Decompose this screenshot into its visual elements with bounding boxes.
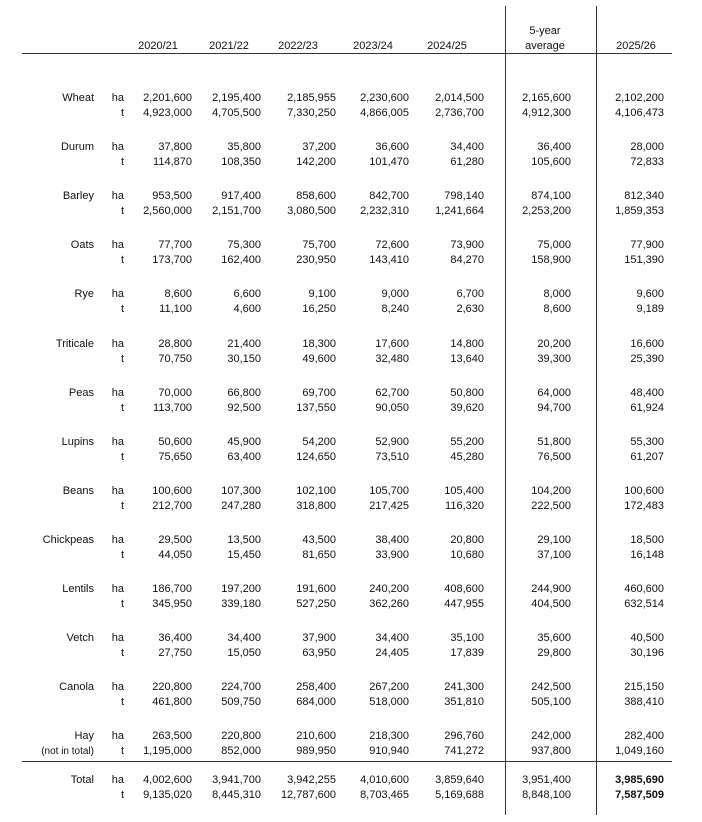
row-peas-unit-t: t bbox=[120, 402, 124, 414]
row-total-ha-value: 3,951,400 bbox=[522, 774, 571, 786]
header-year-2024-25: 2024/25 bbox=[427, 40, 467, 52]
row-oats-ha-value: 77,700 bbox=[158, 239, 192, 251]
row-barley-ha-value: 798,140 bbox=[444, 190, 484, 202]
row-hay-t-value: 937,800 bbox=[531, 745, 571, 757]
row-total-ha-value: 3,942,255 bbox=[287, 774, 336, 786]
row-triticale-t-value: 30,150 bbox=[227, 353, 261, 365]
row-vetch-t-value: 15,050 bbox=[227, 647, 261, 659]
row-durum-t-value: 114,870 bbox=[153, 156, 192, 168]
row-lentils-ha-value: 460,600 bbox=[624, 583, 664, 595]
row-rye-t-value: 8,240 bbox=[381, 303, 409, 315]
row-oats-t-value: 162,400 bbox=[221, 254, 261, 266]
row-beans-ha-value: 105,700 bbox=[369, 485, 409, 497]
row-barley-ha-value: 953,500 bbox=[152, 190, 192, 202]
row-lentils-t-value: 362,260 bbox=[369, 598, 409, 610]
row-hay-ha-value: 210,600 bbox=[296, 730, 336, 742]
row-beans-ha-value: 107,300 bbox=[221, 485, 261, 497]
row-beans-ha-value: 100,600 bbox=[624, 485, 664, 497]
row-lentils-ha-value: 240,200 bbox=[369, 583, 409, 595]
row-canola-unit-t: t bbox=[120, 696, 124, 708]
row-vetch-ha-value: 35,600 bbox=[537, 632, 571, 644]
row-oats-ha-value: 75,000 bbox=[537, 239, 571, 251]
row-chickpeas-t-value: 37,100 bbox=[537, 549, 571, 561]
row-peas-label: Peas bbox=[68, 387, 94, 399]
row-rye-t-value: 2,630 bbox=[456, 303, 484, 315]
row-chickpeas-t-value: 33,900 bbox=[375, 549, 409, 561]
row-wheat-ha-value: 2,165,600 bbox=[522, 92, 571, 104]
header-year-2021-22: 2021/22 bbox=[209, 40, 249, 52]
row-vetch-t-value: 27,750 bbox=[158, 647, 192, 659]
row-oats-t-value: 158,900 bbox=[531, 254, 571, 266]
row-hay-ha-value: 242,000 bbox=[531, 730, 571, 742]
row-barley-ha-value: 812,340 bbox=[624, 190, 664, 202]
row-durum-ha-value: 28,000 bbox=[630, 141, 664, 153]
row-beans-t-value: 318,800 bbox=[296, 500, 336, 512]
row-peas-ha-value: 64,000 bbox=[537, 387, 571, 399]
row-wheat-t-value: 4,866,005 bbox=[360, 107, 409, 119]
row-triticale-t-value: 39,300 bbox=[537, 353, 571, 365]
row-chickpeas-ha-value: 18,500 bbox=[630, 534, 664, 546]
row-peas-ha-value: 48,400 bbox=[630, 387, 664, 399]
row-canola-ha-value: 215,150 bbox=[624, 681, 664, 693]
row-lentils-ha-value: 197,200 bbox=[221, 583, 261, 595]
row-chickpeas-label: Chickpeas bbox=[42, 534, 94, 546]
row-triticale-ha-value: 14,800 bbox=[450, 338, 484, 350]
row-lupins-label: Lupins bbox=[61, 436, 94, 448]
row-canola-t-value: 505,100 bbox=[531, 696, 571, 708]
row-triticale-unit-t: t bbox=[120, 353, 124, 365]
row-vetch-t-value: 24,405 bbox=[375, 647, 409, 659]
row-rye-ha-value: 8,000 bbox=[543, 288, 571, 300]
header-average-line1: 5-year bbox=[529, 25, 561, 37]
row-beans-ha-value: 105,400 bbox=[444, 485, 484, 497]
row-triticale-ha-value: 20,200 bbox=[537, 338, 571, 350]
row-total-unit-ha: ha bbox=[111, 774, 124, 786]
row-vetch-ha-value: 35,100 bbox=[450, 632, 484, 644]
row-durum-unit-ha: ha bbox=[111, 141, 124, 153]
row-chickpeas-unit-t: t bbox=[120, 549, 124, 561]
row-barley-ha-value: 842,700 bbox=[369, 190, 409, 202]
row-beans-unit-t: t bbox=[120, 500, 124, 512]
row-vetch-ha-value: 34,400 bbox=[375, 632, 409, 644]
row-chickpeas-unit-ha: ha bbox=[111, 534, 124, 546]
row-canola-t-value: 388,410 bbox=[624, 696, 664, 708]
row-beans-t-value: 247,280 bbox=[221, 500, 261, 512]
row-wheat-ha-value: 2,102,200 bbox=[615, 92, 664, 104]
row-oats-unit-t: t bbox=[120, 254, 124, 266]
row-canola-ha-value: 242,500 bbox=[531, 681, 571, 693]
row-chickpeas-t-value: 16,148 bbox=[630, 549, 664, 561]
row-triticale-ha-value: 17,600 bbox=[375, 338, 409, 350]
row-lentils-unit-ha: ha bbox=[111, 583, 124, 595]
row-rye-ha-value: 9,000 bbox=[381, 288, 409, 300]
row-triticale-ha-value: 18,300 bbox=[302, 338, 336, 350]
row-vetch-ha-value: 37,900 bbox=[302, 632, 336, 644]
row-lentils-label: Lentils bbox=[62, 583, 94, 595]
row-oats-ha-value: 72,600 bbox=[375, 239, 409, 251]
row-durum-t-value: 61,280 bbox=[450, 156, 484, 168]
row-oats-ha-value: 75,700 bbox=[302, 239, 336, 251]
row-durum-t-value: 108,350 bbox=[221, 156, 261, 168]
row-oats-ha-value: 77,900 bbox=[630, 239, 664, 251]
row-lentils-ha-value: 191,600 bbox=[296, 583, 336, 595]
row-durum-ha-value: 35,800 bbox=[227, 141, 261, 153]
row-total-label: Total bbox=[70, 774, 94, 786]
row-lupins-t-value: 124,650 bbox=[296, 451, 336, 463]
row-peas-ha-value: 50,800 bbox=[450, 387, 484, 399]
row-vetch-unit-ha: ha bbox=[111, 632, 124, 644]
row-lentils-t-value: 527,250 bbox=[296, 598, 336, 610]
row-vetch-ha-value: 40,500 bbox=[630, 632, 664, 644]
row-oats-t-value: 230,950 bbox=[296, 254, 336, 266]
row-peas-t-value: 61,924 bbox=[630, 402, 664, 414]
row-canola-t-value: 461,800 bbox=[152, 696, 192, 708]
row-chickpeas-t-value: 10,680 bbox=[450, 549, 484, 561]
row-barley-unit-ha: ha bbox=[111, 190, 124, 202]
row-lupins-t-value: 63,400 bbox=[227, 451, 261, 463]
row-canola-t-value: 351,810 bbox=[444, 696, 484, 708]
row-peas-t-value: 92,500 bbox=[227, 402, 261, 414]
row-hay-label: Hay bbox=[74, 730, 94, 742]
row-barley-t-value: 2,560,000 bbox=[143, 205, 192, 217]
row-hay-t-value: 1,195,000 bbox=[143, 745, 192, 757]
row-beans-ha-value: 104,200 bbox=[531, 485, 571, 497]
row-vetch-t-value: 17,839 bbox=[450, 647, 484, 659]
row-wheat-t-value: 4,923,000 bbox=[143, 107, 192, 119]
row-rye-unit-t: t bbox=[120, 303, 124, 315]
row-hay-ha-value: 282,400 bbox=[624, 730, 664, 742]
row-peas-t-value: 90,050 bbox=[375, 402, 409, 414]
row-durum-t-value: 142,200 bbox=[296, 156, 336, 168]
row-durum-label: Durum bbox=[60, 141, 94, 153]
row-triticale-ha-value: 16,600 bbox=[630, 338, 664, 350]
row-lentils-ha-value: 408,600 bbox=[444, 583, 484, 595]
row-hay-t-value: 1,049,160 bbox=[615, 745, 664, 757]
row-hay-ha-value: 296,760 bbox=[444, 730, 484, 742]
row-durum-unit-t: t bbox=[120, 156, 124, 168]
row-triticale-t-value: 70,750 bbox=[158, 353, 192, 365]
row-triticale-ha-value: 28,800 bbox=[158, 338, 192, 350]
row-rye-unit-ha: ha bbox=[111, 288, 124, 300]
row-lupins-t-value: 61,207 bbox=[630, 451, 664, 463]
row-wheat-unit-ha: ha bbox=[111, 92, 124, 104]
row-rye-ha-value: 6,600 bbox=[233, 288, 261, 300]
row-beans-t-value: 116,320 bbox=[445, 500, 484, 512]
row-lupins-t-value: 76,500 bbox=[537, 451, 571, 463]
row-peas-t-value: 113,700 bbox=[153, 402, 192, 414]
row-total-t-value: 5,169,688 bbox=[435, 789, 484, 801]
row-total-ha-value: 3,859,640 bbox=[435, 774, 484, 786]
row-beans-t-value: 212,700 bbox=[152, 500, 192, 512]
row-barley-t-value: 2,232,310 bbox=[360, 205, 409, 217]
row-lupins-t-value: 45,280 bbox=[450, 451, 484, 463]
row-durum-t-value: 101,470 bbox=[369, 156, 409, 168]
row-lentils-t-value: 345,950 bbox=[152, 598, 192, 610]
row-triticale-t-value: 49,600 bbox=[302, 353, 336, 365]
row-barley-t-value: 2,151,700 bbox=[212, 205, 261, 217]
row-hay-unit-t: t bbox=[120, 745, 124, 757]
row-peas-t-value: 94,700 bbox=[537, 402, 571, 414]
row-canola-t-value: 684,000 bbox=[296, 696, 336, 708]
row-vetch-t-value: 30,196 bbox=[630, 647, 664, 659]
row-total-t-value: 12,787,600 bbox=[280, 789, 336, 801]
row-hay-note: (not in total) bbox=[41, 746, 94, 757]
row-wheat-unit-t: t bbox=[120, 107, 124, 119]
row-durum-ha-value: 37,800 bbox=[158, 141, 192, 153]
row-peas-unit-ha: ha bbox=[111, 387, 124, 399]
row-lupins-ha-value: 45,900 bbox=[227, 436, 261, 448]
row-beans-ha-value: 102,100 bbox=[296, 485, 336, 497]
row-durum-ha-value: 36,600 bbox=[375, 141, 409, 153]
row-peas-ha-value: 62,700 bbox=[375, 387, 409, 399]
row-beans-ha-value: 100,600 bbox=[152, 485, 192, 497]
row-barley-label: Barley bbox=[62, 190, 94, 202]
row-chickpeas-ha-value: 43,500 bbox=[302, 534, 336, 546]
row-lupins-ha-value: 54,200 bbox=[302, 436, 336, 448]
row-barley-t-value: 2,253,200 bbox=[522, 205, 571, 217]
row-canola-ha-value: 258,400 bbox=[296, 681, 336, 693]
row-barley-t-value: 1,859,353 bbox=[615, 205, 664, 217]
row-chickpeas-ha-value: 20,800 bbox=[450, 534, 484, 546]
row-oats-t-value: 143,410 bbox=[369, 254, 409, 266]
total-rule bbox=[22, 761, 672, 762]
row-rye-ha-value: 9,100 bbox=[308, 288, 336, 300]
row-lentils-t-value: 404,500 bbox=[531, 598, 571, 610]
row-total-t-value: 8,703,465 bbox=[360, 789, 409, 801]
row-triticale-t-value: 25,390 bbox=[630, 353, 664, 365]
row-total-ha-value: 3,941,700 bbox=[212, 774, 261, 786]
row-barley-ha-value: 874,100 bbox=[531, 190, 571, 202]
row-lupins-ha-value: 55,200 bbox=[450, 436, 484, 448]
row-wheat-ha-value: 2,195,400 bbox=[212, 92, 261, 104]
header-year-2020-21: 2020/21 bbox=[138, 40, 178, 52]
row-lentils-ha-value: 186,700 bbox=[152, 583, 192, 595]
row-oats-t-value: 84,270 bbox=[450, 254, 484, 266]
row-triticale-t-value: 13,640 bbox=[450, 353, 484, 365]
row-peas-t-value: 39,620 bbox=[450, 402, 484, 414]
row-lupins-ha-value: 51,800 bbox=[537, 436, 571, 448]
row-chickpeas-ha-value: 13,500 bbox=[227, 534, 261, 546]
row-canola-t-value: 518,000 bbox=[369, 696, 409, 708]
row-vetch-label: Vetch bbox=[66, 632, 94, 644]
row-beans-t-value: 172,483 bbox=[624, 500, 664, 512]
row-peas-ha-value: 70,000 bbox=[158, 387, 192, 399]
header-year-2022-23: 2022/23 bbox=[278, 40, 318, 52]
row-wheat-t-value: 4,106,473 bbox=[615, 107, 664, 119]
row-lentils-ha-value: 244,900 bbox=[531, 583, 571, 595]
row-lentils-t-value: 447,955 bbox=[444, 598, 484, 610]
row-triticale-unit-ha: ha bbox=[111, 338, 124, 350]
row-oats-ha-value: 75,300 bbox=[227, 239, 261, 251]
row-total-ha-value: 3,985,690 bbox=[615, 774, 664, 786]
header-year-2023-24: 2023/24 bbox=[353, 40, 393, 52]
row-barley-t-value: 3,080,500 bbox=[287, 205, 336, 217]
row-hay-t-value: 741,272 bbox=[444, 745, 484, 757]
row-rye-t-value: 8,600 bbox=[543, 303, 571, 315]
row-wheat-ha-value: 2,201,600 bbox=[143, 92, 192, 104]
row-peas-ha-value: 66,800 bbox=[227, 387, 261, 399]
row-canola-ha-value: 241,300 bbox=[444, 681, 484, 693]
row-lupins-ha-value: 50,600 bbox=[158, 436, 192, 448]
row-rye-ha-value: 8,600 bbox=[164, 288, 192, 300]
row-canola-label: Canola bbox=[59, 681, 94, 693]
row-wheat-label: Wheat bbox=[62, 92, 94, 104]
row-oats-label: Oats bbox=[70, 239, 94, 251]
row-lentils-t-value: 632,514 bbox=[624, 598, 664, 610]
row-chickpeas-t-value: 15,450 bbox=[227, 549, 261, 561]
row-canola-ha-value: 224,700 bbox=[221, 681, 261, 693]
row-total-ha-value: 4,002,600 bbox=[143, 774, 192, 786]
row-barley-ha-value: 858,600 bbox=[296, 190, 336, 202]
row-total-t-value: 8,848,100 bbox=[522, 789, 571, 801]
header-rule bbox=[22, 53, 672, 54]
row-total-unit-t: t bbox=[120, 789, 124, 801]
row-durum-t-value: 72,833 bbox=[630, 156, 664, 168]
row-oats-ha-value: 73,900 bbox=[450, 239, 484, 251]
row-lupins-t-value: 75,650 bbox=[158, 451, 192, 463]
row-triticale-label: Triticale bbox=[55, 338, 94, 350]
row-durum-ha-value: 34,400 bbox=[450, 141, 484, 153]
row-chickpeas-t-value: 44,050 bbox=[158, 549, 192, 561]
row-beans-t-value: 222,500 bbox=[531, 500, 571, 512]
row-wheat-ha-value: 2,230,600 bbox=[360, 92, 409, 104]
row-chickpeas-t-value: 81,650 bbox=[302, 549, 336, 561]
row-wheat-t-value: 4,705,500 bbox=[212, 107, 261, 119]
row-lupins-t-value: 73,510 bbox=[375, 451, 409, 463]
row-lentils-unit-t: t bbox=[120, 598, 124, 610]
row-canola-ha-value: 267,200 bbox=[369, 681, 409, 693]
row-wheat-t-value: 2,736,700 bbox=[435, 107, 484, 119]
row-vetch-unit-t: t bbox=[120, 647, 124, 659]
row-total-t-value: 7,587,509 bbox=[615, 789, 664, 801]
row-total-ha-value: 4,010,600 bbox=[360, 774, 409, 786]
row-canola-ha-value: 220,800 bbox=[152, 681, 192, 693]
row-wheat-ha-value: 2,014,500 bbox=[435, 92, 484, 104]
row-lupins-ha-value: 52,900 bbox=[375, 436, 409, 448]
row-total-t-value: 8,445,310 bbox=[212, 789, 261, 801]
row-wheat-t-value: 7,330,250 bbox=[287, 107, 336, 119]
row-hay-t-value: 910,940 bbox=[369, 745, 409, 757]
row-rye-t-value: 9,189 bbox=[636, 303, 664, 315]
row-hay-t-value: 852,000 bbox=[221, 745, 261, 757]
row-barley-t-value: 1,241,664 bbox=[435, 205, 484, 217]
row-rye-ha-value: 9,600 bbox=[636, 288, 664, 300]
row-chickpeas-ha-value: 29,100 bbox=[537, 534, 571, 546]
row-durum-t-value: 105,600 bbox=[531, 156, 571, 168]
row-rye-t-value: 16,250 bbox=[302, 303, 336, 315]
row-lupins-ha-value: 55,300 bbox=[630, 436, 664, 448]
row-wheat-ha-value: 2,185,955 bbox=[287, 92, 336, 104]
row-rye-label: Rye bbox=[74, 288, 94, 300]
row-rye-t-value: 4,600 bbox=[233, 303, 261, 315]
row-oats-unit-ha: ha bbox=[111, 239, 124, 251]
row-beans-t-value: 217,425 bbox=[369, 500, 409, 512]
row-canola-unit-ha: ha bbox=[111, 681, 124, 693]
row-peas-ha-value: 69,700 bbox=[302, 387, 336, 399]
row-lentils-t-value: 339,180 bbox=[221, 598, 261, 610]
row-hay-ha-value: 218,300 bbox=[369, 730, 409, 742]
row-triticale-ha-value: 21,400 bbox=[227, 338, 261, 350]
row-wheat-t-value: 4,912,300 bbox=[522, 107, 571, 119]
row-vetch-ha-value: 36,400 bbox=[158, 632, 192, 644]
row-lupins-unit-t: t bbox=[120, 451, 124, 463]
row-rye-ha-value: 6,700 bbox=[456, 288, 484, 300]
row-oats-t-value: 151,390 bbox=[624, 254, 664, 266]
row-barley-unit-t: t bbox=[120, 205, 124, 217]
row-beans-unit-ha: ha bbox=[111, 485, 124, 497]
row-peas-t-value: 137,550 bbox=[296, 402, 336, 414]
row-vetch-ha-value: 34,400 bbox=[227, 632, 261, 644]
row-lupins-unit-ha: ha bbox=[111, 436, 124, 448]
row-beans-label: Beans bbox=[62, 485, 94, 497]
row-hay-ha-value: 220,800 bbox=[221, 730, 261, 742]
header-average-line2: average bbox=[525, 40, 565, 52]
row-chickpeas-ha-value: 38,400 bbox=[375, 534, 409, 546]
row-oats-t-value: 173,700 bbox=[152, 254, 192, 266]
row-triticale-t-value: 32,480 bbox=[375, 353, 409, 365]
row-durum-ha-value: 36,400 bbox=[537, 141, 571, 153]
row-canola-t-value: 509,750 bbox=[221, 696, 261, 708]
row-vetch-t-value: 63,950 bbox=[302, 647, 336, 659]
row-total-t-value: 9,135,020 bbox=[143, 789, 192, 801]
row-chickpeas-ha-value: 29,500 bbox=[158, 534, 192, 546]
row-barley-ha-value: 917,400 bbox=[221, 190, 261, 202]
row-durum-ha-value: 37,200 bbox=[302, 141, 336, 153]
header-forecast: 2025/26 bbox=[616, 40, 656, 52]
row-hay-t-value: 989,950 bbox=[296, 745, 336, 757]
row-hay-ha-value: 263,500 bbox=[152, 730, 192, 742]
row-vetch-t-value: 29,800 bbox=[537, 647, 571, 659]
row-rye-t-value: 11,100 bbox=[159, 303, 192, 315]
row-hay-unit-ha: ha bbox=[111, 730, 124, 742]
